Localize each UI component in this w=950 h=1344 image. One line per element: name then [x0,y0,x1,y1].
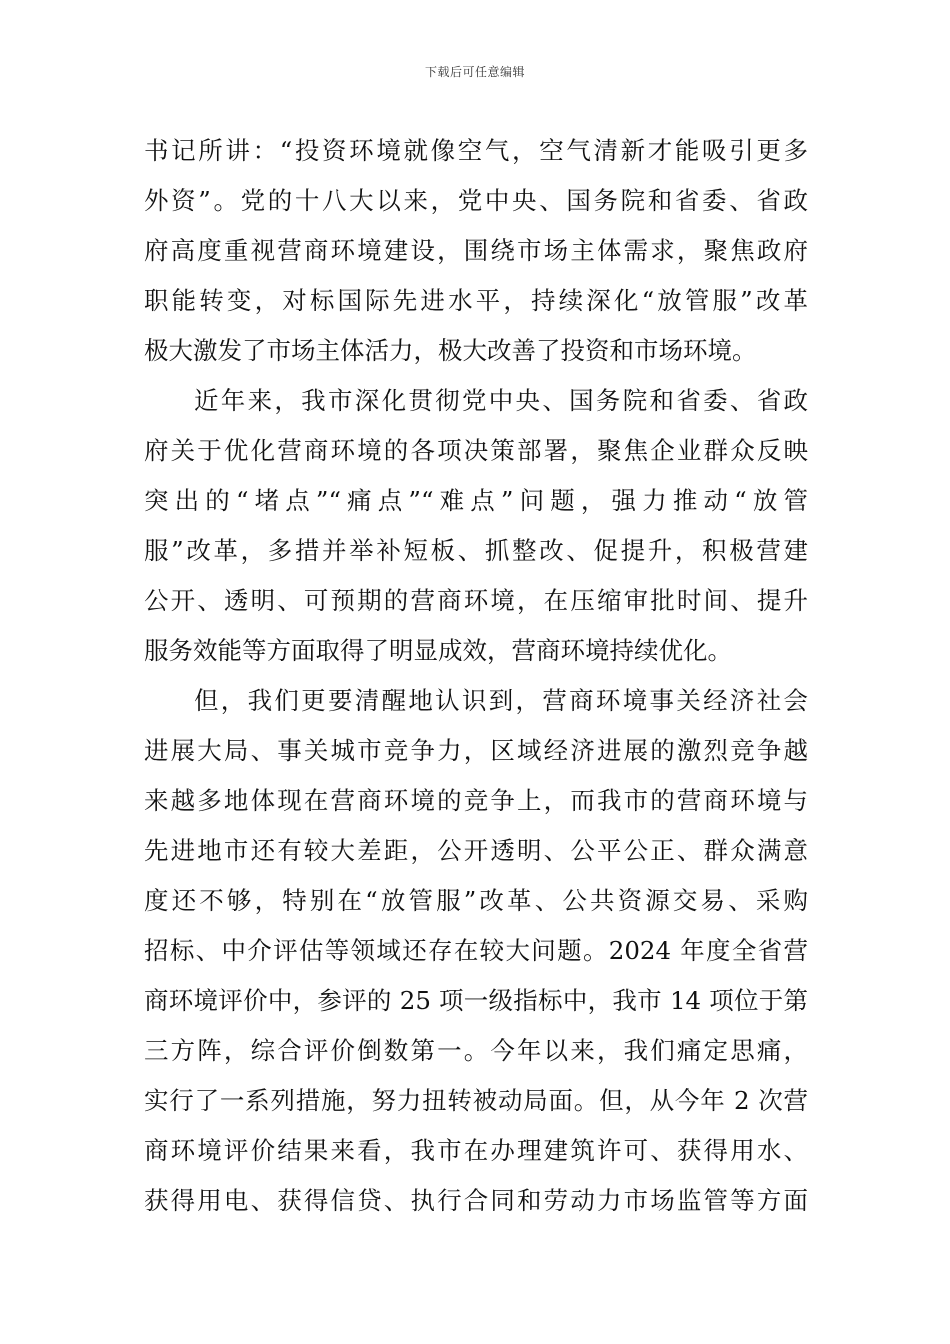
text-line: 服”改革，多措并举补短板、抓整改、促提升，积极营建 [144,536,808,565]
document-body [144,126,808,1226]
text-line: 服务效能等方面取得了明显成效，营商环境持续优化。 [144,636,732,665]
text-line: 府高度重视营商环境建设，围绕市场主体需求，聚焦政府 [144,236,808,265]
text-line: 书记所讲：“投资环境就像空气，空气清新才能吸引更多 [144,136,808,165]
text-line: 商环境评价结果来看，我市在办理建筑许可、获得用水、 [144,1136,808,1165]
text-line: 突出的“堵点”“痛点”“难点”问题，强力推动“放管 [144,486,808,515]
text-line: 外资”。党的十八大以来，党中央、国务院和省委、省政 [144,186,808,215]
paragraph-first-line: 但，我们更要清醒地认识到，营商环境事关经济社会 [194,686,808,715]
text-line: 获得用电、获得信贷、执行合同和劳动力市场监管等方面 [144,1186,808,1215]
text-line: 招标、中介评估等领域还存在较大问题。2024 年度全省营 [144,936,808,965]
text-line: 实行了一系列措施，努力扭转被动局面。但，从今年 2 次营 [144,1086,808,1115]
page-header: 下载后可任意编辑 [424,65,525,79]
text-line: 职能转变，对标国际先进水平，持续深化“放管服”改革 [144,286,808,315]
text-line: 来越多地体现在营商环境的竞争上，而我市的营商环境与 [144,786,808,815]
text-line: 先进地市还有较大差距，公开透明、公平公正、群众满意 [144,836,808,865]
text-line: 府关于优化营商环境的各项决策部署，聚焦企业群众反映 [144,436,808,465]
text-line: 进展大局、事关城市竞争力，区域经济进展的激烈竞争越 [144,736,808,765]
text-line: 度还不够，特别在“放管服”改革、公共资源交易、采购 [144,886,808,915]
text-line: 三方阵，综合评价倒数第一。今年以来，我们痛定思痛， [144,1036,808,1065]
paragraph-first-line: 近年来，我市深化贯彻党中央、国务院和省委、省政 [194,386,808,415]
text-line: 极大激发了市场主体活力，极大改善了投资和市场环境。 [144,336,757,365]
text-line: 商环境评价中，参评的 25 项一级指标中，我市 14 项位于第 [144,986,808,1015]
text-line: 公开、透明、可预期的营商环境，在压缩审批时间、提升 [144,586,808,615]
